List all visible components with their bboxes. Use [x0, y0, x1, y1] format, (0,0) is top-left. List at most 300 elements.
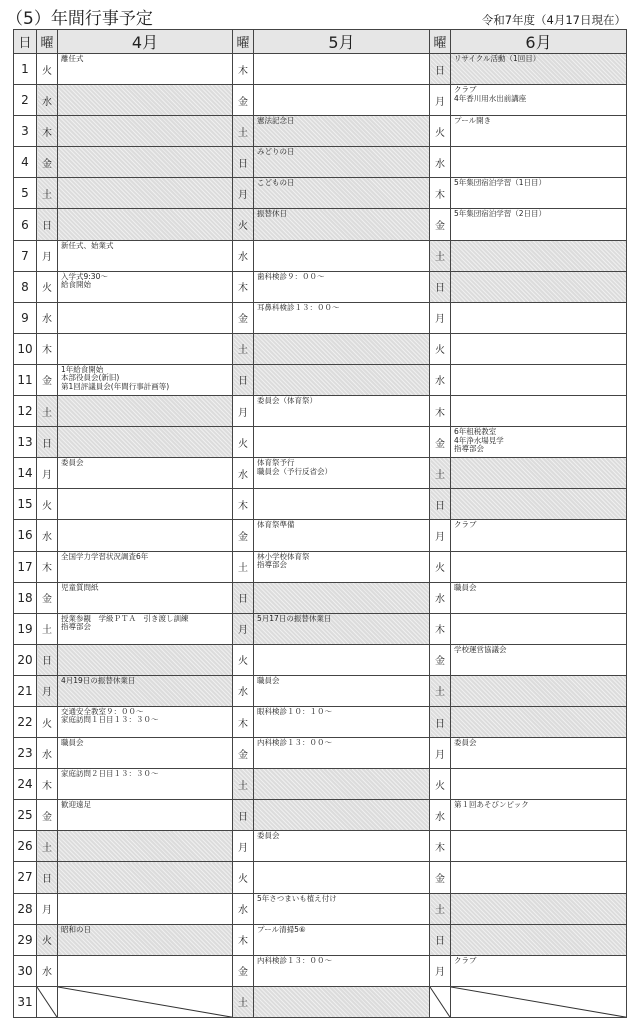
weekday-cell: 日 — [430, 54, 451, 85]
event-text: 1年給食開始 本部役員会(新旧) 第1回評議員会(年間行事計画等) — [61, 364, 170, 391]
day-number: 1 — [14, 54, 37, 85]
event-cell — [58, 489, 233, 520]
event-cell — [451, 862, 627, 893]
weekday-cell: 火 — [37, 54, 58, 85]
table-row — [14, 271, 627, 302]
event-cell — [58, 54, 233, 85]
weekday-cell: 水 — [37, 302, 58, 333]
event-cell — [451, 458, 627, 489]
weekday-cell: 日 — [233, 582, 254, 613]
event-cell — [58, 675, 233, 706]
event-cell — [58, 333, 233, 364]
event-cell — [254, 396, 430, 427]
weekday-cell: 土 — [233, 333, 254, 364]
event-text: 職員会 — [454, 582, 477, 592]
weekday-cell: 水 — [37, 738, 58, 769]
weekday-cell: 土 — [430, 240, 451, 271]
event-text: 内科検診１３：００～ — [257, 955, 332, 965]
weekday-cell: 土 — [430, 675, 451, 706]
weekday-cell: 日 — [233, 364, 254, 395]
event-text: プール開き — [454, 116, 492, 126]
weekday-cell: 木 — [233, 54, 254, 85]
table-row — [14, 831, 627, 862]
weekday-cell: 木 — [430, 831, 451, 862]
weekday-cell: 火 — [37, 489, 58, 520]
weekday-cell: 日 — [430, 924, 451, 955]
event-cell — [451, 831, 627, 862]
weekday-header: 曜 — [430, 30, 451, 54]
table-row — [14, 302, 627, 333]
event-text: 歯科検診９：００～ — [257, 271, 325, 281]
day-number: 30 — [14, 955, 37, 986]
event-cell — [58, 178, 233, 209]
day-number: 13 — [14, 427, 37, 458]
weekday-cell: 土 — [233, 986, 254, 1017]
weekday-cell: 火 — [430, 116, 451, 147]
event-text: 委員会 — [454, 738, 477, 748]
event-cell — [254, 520, 430, 551]
table-row — [14, 675, 627, 706]
day-number: 22 — [14, 706, 37, 737]
event-cell — [254, 769, 430, 800]
event-cell — [451, 147, 627, 178]
event-text: 5年集団宿泊学習（2日目） — [454, 209, 547, 219]
weekday-cell: 金 — [37, 364, 58, 395]
table-row — [14, 644, 627, 675]
event-text: 林小学校体育祭 指導部会 — [257, 551, 310, 569]
day-number: 9 — [14, 302, 37, 333]
weekday-cell: 水 — [37, 520, 58, 551]
event-cell — [451, 54, 627, 85]
event-cell — [451, 769, 627, 800]
weekday-cell: 土 — [233, 769, 254, 800]
event-cell — [451, 800, 627, 831]
weekday-cell: 水 — [430, 582, 451, 613]
weekday-cell: 金 — [233, 302, 254, 333]
weekday-cell: 金 — [37, 800, 58, 831]
event-cell — [254, 706, 430, 737]
event-text: 体育祭準備 — [257, 520, 295, 530]
event-cell — [58, 582, 233, 613]
weekday-cell: 金 — [37, 147, 58, 178]
day-number: 5 — [14, 178, 37, 209]
event-cell — [254, 240, 430, 271]
event-cell — [451, 955, 627, 986]
month-header-june: 6月 — [451, 30, 627, 54]
weekday-cell: 金 — [37, 582, 58, 613]
event-cell — [254, 613, 430, 644]
event-text: 歓迎遠足 — [61, 800, 91, 810]
day-number: 14 — [14, 458, 37, 489]
event-text: 学校運営協議会 — [454, 644, 507, 654]
weekday-cell: 木 — [430, 613, 451, 644]
event-cell — [451, 520, 627, 551]
event-cell — [254, 582, 430, 613]
nonexistent-date-cell — [430, 986, 451, 1017]
day-header: 日 — [14, 30, 37, 54]
event-text: 離任式 — [61, 54, 84, 63]
table-row — [14, 458, 627, 489]
weekday-cell: 月 — [233, 831, 254, 862]
event-cell — [451, 396, 627, 427]
event-cell — [451, 85, 627, 116]
weekday-header: 曜 — [37, 30, 58, 54]
event-text: 新任式、始業式 — [61, 240, 114, 250]
weekday-cell: 日 — [37, 209, 58, 240]
event-cell — [58, 738, 233, 769]
event-cell — [254, 302, 430, 333]
weekday-cell: 土 — [233, 116, 254, 147]
table-row — [14, 85, 627, 116]
event-cell — [254, 862, 430, 893]
event-cell — [254, 893, 430, 924]
weekday-cell: 月 — [430, 520, 451, 551]
event-text: 耳鼻科検診１３：００～ — [257, 302, 340, 312]
weekday-cell: 土 — [37, 178, 58, 209]
weekday-cell: 月 — [430, 85, 451, 116]
weekday-cell: 水 — [233, 458, 254, 489]
event-cell — [58, 862, 233, 893]
event-cell — [451, 178, 627, 209]
event-cell — [254, 427, 430, 458]
weekday-cell: 木 — [430, 396, 451, 427]
weekday-cell: 土 — [37, 831, 58, 862]
event-text: 眼科検診１０：１０～ — [257, 706, 332, 716]
weekday-cell: 火 — [430, 769, 451, 800]
table-row — [14, 240, 627, 271]
weekday-cell: 金 — [430, 862, 451, 893]
event-cell — [451, 364, 627, 395]
weekday-cell: 水 — [233, 893, 254, 924]
table-row — [14, 551, 627, 582]
event-cell — [451, 582, 627, 613]
event-cell — [58, 644, 233, 675]
event-text: こどもの日 — [257, 178, 295, 188]
event-cell — [58, 364, 233, 395]
weekday-cell: 金 — [430, 427, 451, 458]
weekday-cell: 水 — [430, 800, 451, 831]
event-cell — [451, 613, 627, 644]
day-number: 23 — [14, 738, 37, 769]
event-cell — [254, 675, 430, 706]
event-text: 5年さつまいも植え付け — [257, 893, 337, 903]
table-row — [14, 769, 627, 800]
table-row — [14, 489, 627, 520]
event-text: 委員会 — [61, 458, 84, 468]
event-cell — [451, 427, 627, 458]
event-text: 憲法記念日 — [257, 116, 295, 126]
date-note: 令和7年度（4月17日現在） — [481, 13, 626, 27]
event-text: クラブ — [454, 520, 477, 530]
event-text: 5月17日の振替休業日 — [257, 613, 332, 623]
day-number: 24 — [14, 769, 37, 800]
event-cell — [58, 271, 233, 302]
event-text: 昭和の日 — [61, 924, 91, 934]
weekday-cell: 水 — [37, 85, 58, 116]
day-number: 16 — [14, 520, 37, 551]
event-cell — [451, 893, 627, 924]
event-cell — [58, 116, 233, 147]
event-text: 6年租税教室 4年浄水場見学 指導部会 — [454, 427, 504, 454]
day-number: 3 — [14, 116, 37, 147]
event-text: 体育祭予行 職員会（予行反省会） — [257, 458, 332, 476]
day-number: 12 — [14, 396, 37, 427]
event-cell — [58, 893, 233, 924]
weekday-cell: 日 — [37, 644, 58, 675]
day-number: 17 — [14, 551, 37, 582]
event-cell — [451, 551, 627, 582]
weekday-cell: 日 — [37, 427, 58, 458]
event-text: 委員会 — [257, 831, 280, 841]
weekday-cell: 火 — [37, 706, 58, 737]
day-number: 27 — [14, 862, 37, 893]
event-cell — [58, 458, 233, 489]
day-number: 10 — [14, 333, 37, 364]
event-cell — [58, 209, 233, 240]
table-row — [14, 582, 627, 613]
weekday-cell: 火 — [233, 862, 254, 893]
event-cell — [451, 240, 627, 271]
event-cell — [58, 613, 233, 644]
event-cell — [58, 147, 233, 178]
weekday-cell: 日 — [233, 800, 254, 831]
weekday-cell: 土 — [430, 458, 451, 489]
event-cell — [58, 396, 233, 427]
event-cell — [58, 240, 233, 271]
event-cell — [451, 706, 627, 737]
day-number: 7 — [14, 240, 37, 271]
weekday-cell: 月 — [37, 458, 58, 489]
event-cell — [254, 178, 430, 209]
day-number: 21 — [14, 675, 37, 706]
event-cell — [58, 706, 233, 737]
event-cell — [58, 924, 233, 955]
weekday-cell: 日 — [233, 147, 254, 178]
event-cell — [254, 116, 430, 147]
weekday-cell: 月 — [233, 178, 254, 209]
day-number: 20 — [14, 644, 37, 675]
event-cell — [254, 644, 430, 675]
event-text: 内科検診１３：００～ — [257, 738, 332, 748]
header-row — [14, 30, 627, 54]
event-text: 5年集団宿泊学習（1日目） — [454, 178, 547, 188]
event-text: 4月19日の振替休業日 — [61, 675, 136, 685]
event-cell — [58, 427, 233, 458]
weekday-cell: 月 — [430, 738, 451, 769]
event-text: 全国学力学習状況調査6年 — [61, 551, 149, 561]
event-text: 家庭訪問２日目１３：３０～ — [61, 769, 159, 779]
event-text: クラブ — [454, 955, 477, 965]
table-row — [14, 364, 627, 395]
weekday-cell: 木 — [233, 271, 254, 302]
table-row — [14, 116, 627, 147]
weekday-cell: 月 — [430, 955, 451, 986]
day-number: 4 — [14, 147, 37, 178]
table-row — [14, 396, 627, 427]
weekday-cell: 土 — [37, 613, 58, 644]
event-cell — [254, 551, 430, 582]
event-cell — [451, 644, 627, 675]
table-row — [14, 178, 627, 209]
month-header-april: 4月 — [58, 30, 233, 54]
day-number: 29 — [14, 924, 37, 955]
event-cell — [254, 800, 430, 831]
weekday-cell: 月 — [233, 613, 254, 644]
event-cell — [451, 116, 627, 147]
weekday-cell: 木 — [233, 489, 254, 520]
weekday-cell: 月 — [37, 240, 58, 271]
event-cell — [254, 924, 430, 955]
day-number: 28 — [14, 893, 37, 924]
weekday-cell: 水 — [37, 955, 58, 986]
weekday-cell: 金 — [430, 209, 451, 240]
event-cell — [451, 924, 627, 955]
event-cell — [254, 85, 430, 116]
event-cell — [58, 769, 233, 800]
day-number: 15 — [14, 489, 37, 520]
table-row — [14, 54, 627, 85]
weekday-cell: 日 — [430, 271, 451, 302]
event-cell — [58, 85, 233, 116]
event-cell — [254, 831, 430, 862]
weekday-cell: 月 — [430, 302, 451, 333]
event-text: 交通安全教室９：００～ 家庭訪問１日目１３：３０～ — [61, 706, 159, 725]
weekday-cell: 火 — [233, 644, 254, 675]
weekday-cell: 木 — [37, 116, 58, 147]
event-cell — [58, 302, 233, 333]
table-row — [14, 613, 627, 644]
weekday-cell: 木 — [233, 924, 254, 955]
weekday-cell: 月 — [233, 396, 254, 427]
event-cell — [254, 209, 430, 240]
event-text: 入学式9:30～ 給食開始 — [61, 271, 108, 290]
event-cell — [254, 271, 430, 302]
event-cell — [451, 271, 627, 302]
weekday-cell: 木 — [37, 769, 58, 800]
event-text: 授業参観 学級ＰＴＡ 引き渡し訓練 指導部会 — [61, 613, 189, 632]
weekday-cell: 土 — [430, 893, 451, 924]
weekday-cell: 金 — [233, 738, 254, 769]
event-cell — [254, 147, 430, 178]
table-row — [14, 862, 627, 893]
day-number: 11 — [14, 364, 37, 395]
table-row — [14, 738, 627, 769]
event-cell — [254, 364, 430, 395]
event-text: 児童質問紙 — [61, 582, 99, 592]
table-row — [14, 986, 627, 1017]
schedule-table — [13, 29, 627, 1018]
event-cell — [451, 489, 627, 520]
event-text: リサイクル活動（1回目） — [454, 54, 541, 63]
weekday-cell: 木 — [430, 178, 451, 209]
weekday-cell: 土 — [233, 551, 254, 582]
day-number: 18 — [14, 582, 37, 613]
event-cell — [254, 489, 430, 520]
weekday-cell: 火 — [233, 427, 254, 458]
nonexistent-date-cell — [451, 986, 627, 1017]
event-text: 職員会 — [257, 675, 280, 685]
weekday-cell: 金 — [430, 644, 451, 675]
event-cell — [254, 54, 430, 85]
weekday-cell: 火 — [430, 333, 451, 364]
month-header-may: 5月 — [254, 30, 430, 54]
table-row — [14, 520, 627, 551]
event-cell — [254, 738, 430, 769]
day-number: 31 — [14, 986, 37, 1017]
table-row — [14, 800, 627, 831]
table-row — [14, 924, 627, 955]
event-text: 職員会 — [61, 738, 84, 748]
event-text: クラブ 4年香川用水出前講座 — [454, 85, 527, 103]
event-text: プール清掃5⑥ — [257, 924, 306, 934]
weekday-cell: 火 — [37, 924, 58, 955]
day-number: 2 — [14, 85, 37, 116]
weekday-cell: 水 — [430, 147, 451, 178]
weekday-cell: 火 — [37, 271, 58, 302]
event-text: 第１回あそびンピック — [454, 800, 529, 810]
weekday-cell: 金 — [233, 955, 254, 986]
weekday-cell: 木 — [233, 706, 254, 737]
event-cell — [451, 209, 627, 240]
table-row — [14, 147, 627, 178]
event-cell — [58, 800, 233, 831]
weekday-header: 曜 — [233, 30, 254, 54]
weekday-cell: 火 — [430, 551, 451, 582]
table-row — [14, 706, 627, 737]
day-number: 26 — [14, 831, 37, 862]
table-row — [14, 333, 627, 364]
page-title: （5）年間行事予定 — [6, 9, 153, 29]
day-number: 6 — [14, 209, 37, 240]
day-number: 8 — [14, 271, 37, 302]
weekday-cell: 金 — [233, 520, 254, 551]
weekday-cell: 月 — [37, 893, 58, 924]
table-row — [14, 209, 627, 240]
event-text: 振替休日 — [257, 209, 287, 219]
weekday-cell: 日 — [430, 706, 451, 737]
weekday-cell: 土 — [37, 396, 58, 427]
day-number: 19 — [14, 613, 37, 644]
event-cell — [254, 955, 430, 986]
event-cell — [451, 333, 627, 364]
weekday-cell: 日 — [430, 489, 451, 520]
event-cell — [254, 986, 430, 1017]
event-cell — [58, 520, 233, 551]
weekday-cell: 木 — [37, 551, 58, 582]
weekday-cell: 日 — [37, 862, 58, 893]
weekday-cell: 月 — [37, 675, 58, 706]
weekday-cell: 金 — [233, 85, 254, 116]
weekday-cell: 水 — [430, 364, 451, 395]
event-text: みどりの日 — [257, 147, 295, 157]
event-cell — [58, 955, 233, 986]
day-number: 25 — [14, 800, 37, 831]
event-cell — [451, 302, 627, 333]
nonexistent-date-cell — [37, 986, 58, 1017]
table-row — [14, 955, 627, 986]
weekday-cell: 水 — [233, 240, 254, 271]
nonexistent-date-cell — [58, 986, 233, 1017]
table-row — [14, 427, 627, 458]
table-row — [14, 893, 627, 924]
weekday-cell: 水 — [233, 675, 254, 706]
event-cell — [451, 738, 627, 769]
event-cell — [58, 831, 233, 862]
weekday-cell: 木 — [37, 333, 58, 364]
weekday-cell: 火 — [233, 209, 254, 240]
event-cell — [254, 458, 430, 489]
event-text: 委員会（体育祭） — [257, 396, 317, 406]
